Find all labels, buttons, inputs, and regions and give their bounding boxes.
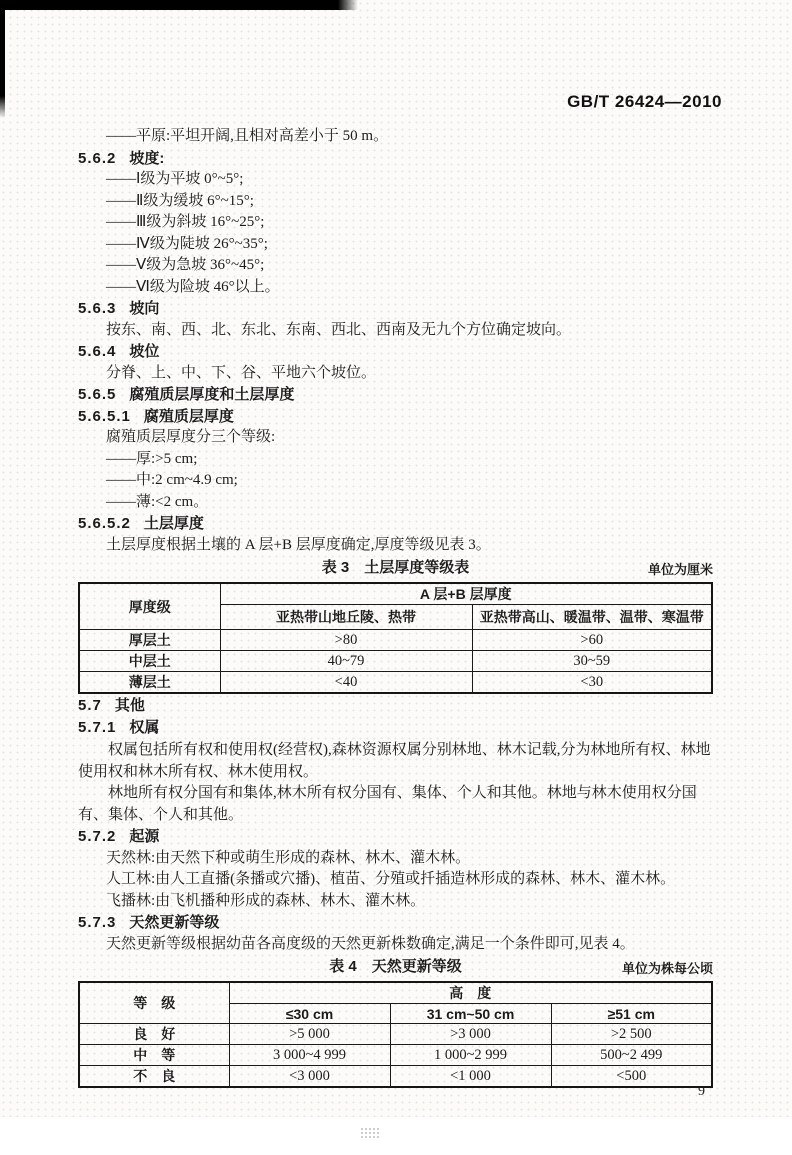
table-subheader-cell: ≥51 cm	[551, 1004, 712, 1024]
table-cell: 3 000~4 999	[229, 1045, 390, 1066]
slope-grade-item: ——Ⅲ级为斜坡 16°~25°;	[106, 214, 265, 230]
section-title: 腐殖质层厚度	[143, 407, 234, 425]
table-row	[79, 630, 712, 651]
section-heading-5-7-1	[78, 717, 713, 739]
section-heading-5-7	[78, 695, 713, 717]
section-title: 起源	[129, 828, 160, 845]
paragraph: 腐殖质层厚度分三个等级:	[106, 429, 276, 445]
table-cell: >5 000	[229, 1024, 390, 1045]
table-cell: <500	[551, 1066, 712, 1088]
table-caption-text: 表 3 土层厚度等级表	[321, 559, 470, 576]
slope-grade-item: ——Ⅴ级为急坡 36°~45°;	[106, 257, 265, 273]
section-number: 5.7	[78, 697, 102, 714]
section-number: 5.7.2	[78, 828, 117, 845]
table-row	[79, 1024, 712, 1045]
table-cell: 良 好	[79, 1024, 229, 1045]
list-item-plain: ——平原:平坦开阔,且相对高差小于 50 m。	[106, 128, 389, 144]
page-number: 9	[698, 1084, 705, 1099]
section-number: 5.6.5.2	[78, 515, 131, 532]
section-title: 天然更新等级	[129, 914, 220, 931]
section-heading-5-6-4	[78, 341, 713, 363]
table-unit-note: 单位为株每公顷	[621, 961, 713, 976]
table-row	[79, 672, 712, 694]
scan-smudge	[360, 1127, 380, 1139]
humus-grade-item: ——薄:<2 cm。	[106, 493, 209, 510]
paragraph: 林地所有权分国有和集体,林木所有权分国有、集体、个人和其他。林地与林木使用权分国有、集体、个人和其他。	[78, 785, 697, 823]
table-cell: >60	[472, 630, 712, 651]
section-title: 土层厚度	[143, 515, 204, 532]
section-heading-5-6-5-1	[78, 406, 713, 428]
humus-grade-item: ——中:2 cm~4.9 cm;	[106, 472, 238, 488]
section-heading-5-6-2	[78, 148, 713, 170]
table-cell: 1 000~2 999	[390, 1045, 551, 1066]
paragraph: 按东、南、西、北、东北、东南、西北、西南及无九个方位确定坡向。	[106, 321, 572, 338]
paragraph: 天然更新等级根据幼苗各高度级的天然更新株数确定,满足一个条件即可,见表 4。	[106, 935, 635, 952]
section-number: 5.7.3	[78, 914, 117, 931]
section-number: 5.6.2	[78, 149, 117, 167]
table-cell: <1 000	[390, 1066, 551, 1088]
table-cell: 500~2 499	[551, 1045, 712, 1066]
slope-grade-item: ——Ⅳ级为陡坡 26°~35°;	[106, 235, 268, 252]
humus-grade-item: ——厚:>5 cm;	[106, 450, 198, 467]
paragraph: 飞播林:由飞机播种形成的森林、林木、灌木林。	[106, 892, 426, 909]
table-header-cell: 等 级	[79, 982, 229, 1024]
table-subheader-cell: 亚热带高山、暖温带、温带、寒温带	[472, 605, 712, 630]
paragraph: 土层厚度根据土壤的 A 层+B 层厚度确定,厚度等级见表 3。	[106, 536, 491, 553]
section-number: 5.6.4	[78, 343, 117, 360]
slope-grade-item: ——Ⅱ级为缓坡 6°~15°;	[106, 192, 254, 209]
table-row	[79, 1045, 712, 1066]
section-number: 5.7.1	[78, 718, 117, 736]
table-cell: 30~59	[472, 651, 712, 672]
section-heading-5-6-5	[78, 384, 713, 406]
section-heading-5-7-3	[78, 912, 713, 934]
table-subheader-cell: 31 cm~50 cm	[390, 1004, 551, 1024]
table-cell: 薄层土	[79, 672, 220, 694]
section-number: 5.6.3	[78, 300, 117, 317]
section-heading-5-7-2	[78, 826, 713, 848]
table-cell: >2 500	[551, 1024, 712, 1045]
table-cell: 厚层土	[79, 630, 220, 651]
section-title: 腐殖质层厚度和土层厚度	[129, 386, 295, 403]
table-cell: <30	[472, 672, 712, 694]
table-unit-note: 单位为厘米	[647, 562, 713, 577]
section-title: 坡向	[129, 300, 160, 317]
section-number: 5.6.5	[78, 386, 117, 403]
table-cell: <40	[220, 672, 472, 694]
table-4-natural-regeneration-grade	[78, 981, 713, 1088]
table-cell: 中层土	[79, 651, 220, 672]
table-subheader-cell: ≤30 cm	[229, 1004, 390, 1024]
section-title: 坡度:	[129, 149, 165, 167]
table-3-caption	[78, 559, 713, 577]
section-heading-5-6-5-2	[78, 513, 713, 535]
table-cell: 40~79	[220, 651, 472, 672]
paragraph: 人工林:由人工直播(条播或穴播)、植苗、分殖或扦插造林形成的森林、林木、灌木林。	[106, 871, 676, 887]
table-row	[79, 651, 712, 672]
table-header-cell: 厚度级	[79, 583, 220, 630]
table-header-cell: 高 度	[229, 982, 712, 1004]
scan-artifact-left-bar	[0, 0, 5, 118]
slope-grade-item: ——Ⅵ级为险坡 46°以上。	[106, 278, 280, 295]
table-4-caption	[78, 958, 713, 976]
section-number: 5.6.5.1	[78, 407, 131, 425]
table-cell: >80	[220, 630, 472, 651]
table-header-cell: A 层+B 层厚度	[220, 583, 712, 605]
table-cell: 中 等	[79, 1045, 229, 1066]
scan-artifact-top-bar	[0, 0, 358, 10]
table-subheader-cell: 亚热带山地丘陵、热带	[220, 605, 472, 630]
table-cell: >3 000	[390, 1024, 551, 1045]
table-caption-text: 表 4 天然更新等级	[329, 958, 462, 975]
table-3-soil-layer-thickness	[78, 582, 713, 694]
section-title: 其他	[114, 697, 145, 714]
table-cell: 不 良	[79, 1066, 229, 1088]
section-heading-5-6-3	[78, 298, 713, 320]
paragraph: 天然林:由天然下种或萌生形成的森林、林木、灌木林。	[106, 849, 471, 866]
standard-number: GB/T 26424—2010	[567, 92, 722, 111]
section-title: 坡位	[129, 343, 160, 360]
section-title: 权属	[129, 718, 160, 736]
paragraph: 分脊、上、中、下、谷、平地六个坡位。	[106, 364, 377, 381]
table-cell: <3 000	[229, 1066, 390, 1088]
table-row	[79, 1066, 712, 1088]
slope-grade-item: ——Ⅰ级为平坡 0°~5°;	[106, 171, 244, 187]
page-content	[78, 126, 713, 1088]
paragraph: 权属包括所有权和使用权(经营权),森林资源权属分别林地、林木记载,分为林地所有权、林地使用权和林木所有权、林木使用权。	[78, 742, 711, 780]
